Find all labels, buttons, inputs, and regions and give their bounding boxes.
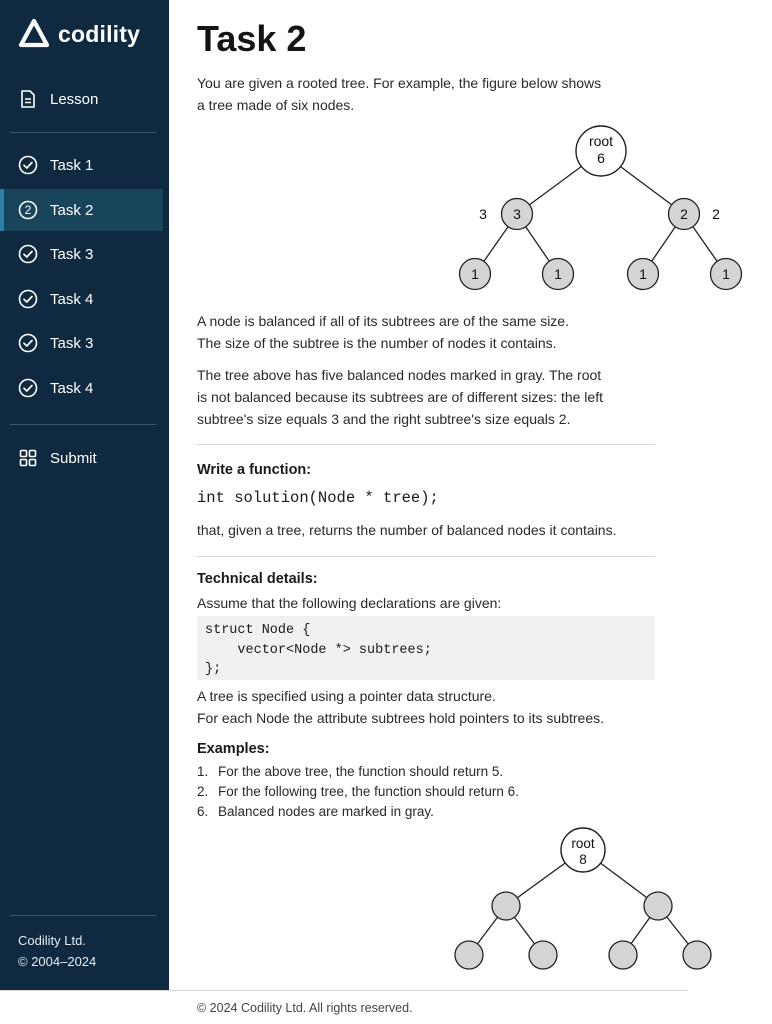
node-value: 2 (680, 206, 688, 222)
section-divider (197, 444, 655, 445)
balanced-definition (197, 310, 657, 354)
list-number: 1. (197, 764, 209, 779)
examples-heading: Examples: (197, 741, 270, 757)
returns-description: that, given a tree, returns the number of balanced nodes it contains. (197, 522, 617, 538)
example-tree-eight-nodes (442, 826, 732, 976)
explanation-line: subtree's size equals 3 and the right subtree's size equals 2. (197, 411, 571, 427)
codility-logo[interactable] (18, 18, 140, 50)
node-value: 1 (554, 266, 562, 282)
codility-logo-icon (18, 18, 50, 50)
sidebar-item-label: Submit (50, 449, 97, 467)
list-text: For the above tree, the function should return 5. (218, 764, 504, 779)
struct-declaration-code (197, 616, 655, 680)
root-node (561, 828, 605, 872)
write-function-heading: Write a function: (197, 462, 312, 478)
node-value: 8 (579, 852, 587, 867)
page-footer (0, 990, 687, 1024)
check-circle-icon (18, 378, 38, 398)
sidebar-item-task-3[interactable] (0, 233, 163, 275)
code-line: vector<Node *> subtrees; (205, 642, 432, 658)
sidebar-item-task-4b[interactable] (0, 367, 163, 409)
list-item (197, 782, 519, 802)
subtree-size-label: 2 (712, 206, 720, 222)
number-2-circle-icon (18, 200, 38, 220)
node-value: 6 (597, 150, 605, 166)
node-value: 1 (639, 266, 647, 282)
root-node (576, 126, 626, 176)
sidebar-divider (10, 132, 157, 133)
function-signature: int solution(Node * tree); (197, 489, 439, 507)
document-icon (18, 89, 38, 109)
tree-node (502, 199, 533, 230)
leaf-node (460, 259, 491, 290)
code-line: struct Node { (205, 623, 311, 638)
leaf-node (628, 259, 659, 290)
explanation-text (197, 364, 657, 430)
copyright-years: © 2004–2024 (18, 954, 97, 969)
node-value: 1 (471, 266, 479, 282)
pointer-description (197, 685, 657, 729)
definition-line: The size of the subtree is the number of nodes it contains. (197, 335, 557, 351)
definition-line: A node is balanced if all of its subtrees are of the same size. (197, 313, 569, 329)
task-number: 2 (24, 203, 32, 218)
sidebar-item-lesson[interactable] (0, 78, 163, 120)
list-item (197, 802, 519, 822)
node-label: root (588, 133, 614, 149)
leaf-node (683, 941, 711, 969)
pointer-line: For each Node the attribute subtrees hold pointers to its subtrees. (197, 710, 605, 726)
page-title: Task 2 (197, 18, 307, 59)
node-value: 3 (513, 206, 521, 222)
list-number: 2. (197, 784, 209, 799)
node-value: 1 (722, 266, 730, 282)
sidebar-item-submit[interactable] (0, 437, 163, 479)
pointer-line: A tree is specified using a pointer data structure. (197, 688, 496, 704)
check-circle-icon (18, 155, 38, 175)
sidebar-item-task-4[interactable] (0, 278, 163, 320)
explanation-line: The tree above has five balanced nodes marked in gray. The root (197, 367, 602, 383)
sidebar-footer (18, 930, 96, 972)
leaf-node (609, 941, 637, 969)
grid-icon (18, 448, 38, 468)
leaf-node (711, 259, 742, 290)
technical-details-heading: Technical details: (197, 571, 318, 587)
check-circle-icon (18, 333, 38, 353)
leaf-node (543, 259, 574, 290)
sidebar-item-label: Task 1 (50, 156, 94, 174)
sidebar-item-label: Task 3 (50, 245, 94, 263)
explanation-line: is not balanced because its subtrees are of different sizes: the left (197, 389, 603, 405)
company-name: Codility Ltd. (18, 933, 86, 948)
sidebar (0, 0, 169, 990)
footer-copyright: © 2024 Codility Ltd. All rights reserved. (197, 1001, 413, 1015)
example-tree-six-nodes (442, 122, 772, 300)
sidebar-item-label: Lesson (50, 90, 99, 108)
list-item (197, 762, 519, 782)
intro-line: a tree made of six nodes. (197, 97, 355, 113)
intro-text (197, 72, 657, 116)
code-line: }; (205, 662, 222, 677)
leaf-node (455, 941, 483, 969)
tree-node (644, 892, 672, 920)
intro-line: You are given a rooted tree. For example, the figure below shows (197, 75, 602, 91)
node-label: root (571, 836, 595, 851)
sidebar-divider (10, 424, 157, 425)
subtree-size-label: 3 (479, 206, 487, 222)
sidebar-item-label: Task 4 (50, 290, 94, 308)
sidebar-divider (10, 915, 157, 916)
check-circle-icon (18, 244, 38, 264)
sidebar-item-task-3b[interactable] (0, 322, 163, 364)
list-text: Balanced nodes are marked in gray. (218, 804, 434, 819)
sidebar-item-label: Task 2 (50, 201, 94, 219)
technical-intro: Assume that the following declarations are given: (197, 595, 502, 611)
sidebar-item-task-1[interactable] (0, 144, 163, 186)
sidebar-item-label: Task 3 (50, 334, 94, 352)
tree-node (492, 892, 520, 920)
section-divider (197, 556, 655, 557)
tree-node (669, 199, 700, 230)
leaf-node (529, 941, 557, 969)
sidebar-item-task-2[interactable] (0, 189, 163, 231)
list-text: For the following tree, the function should return 6. (218, 784, 519, 799)
list-number: 6. (197, 804, 209, 819)
brand-name: codility (58, 20, 141, 47)
sidebar-item-label: Task 4 (50, 379, 94, 397)
check-circle-icon (18, 289, 38, 309)
examples-list (197, 762, 519, 822)
